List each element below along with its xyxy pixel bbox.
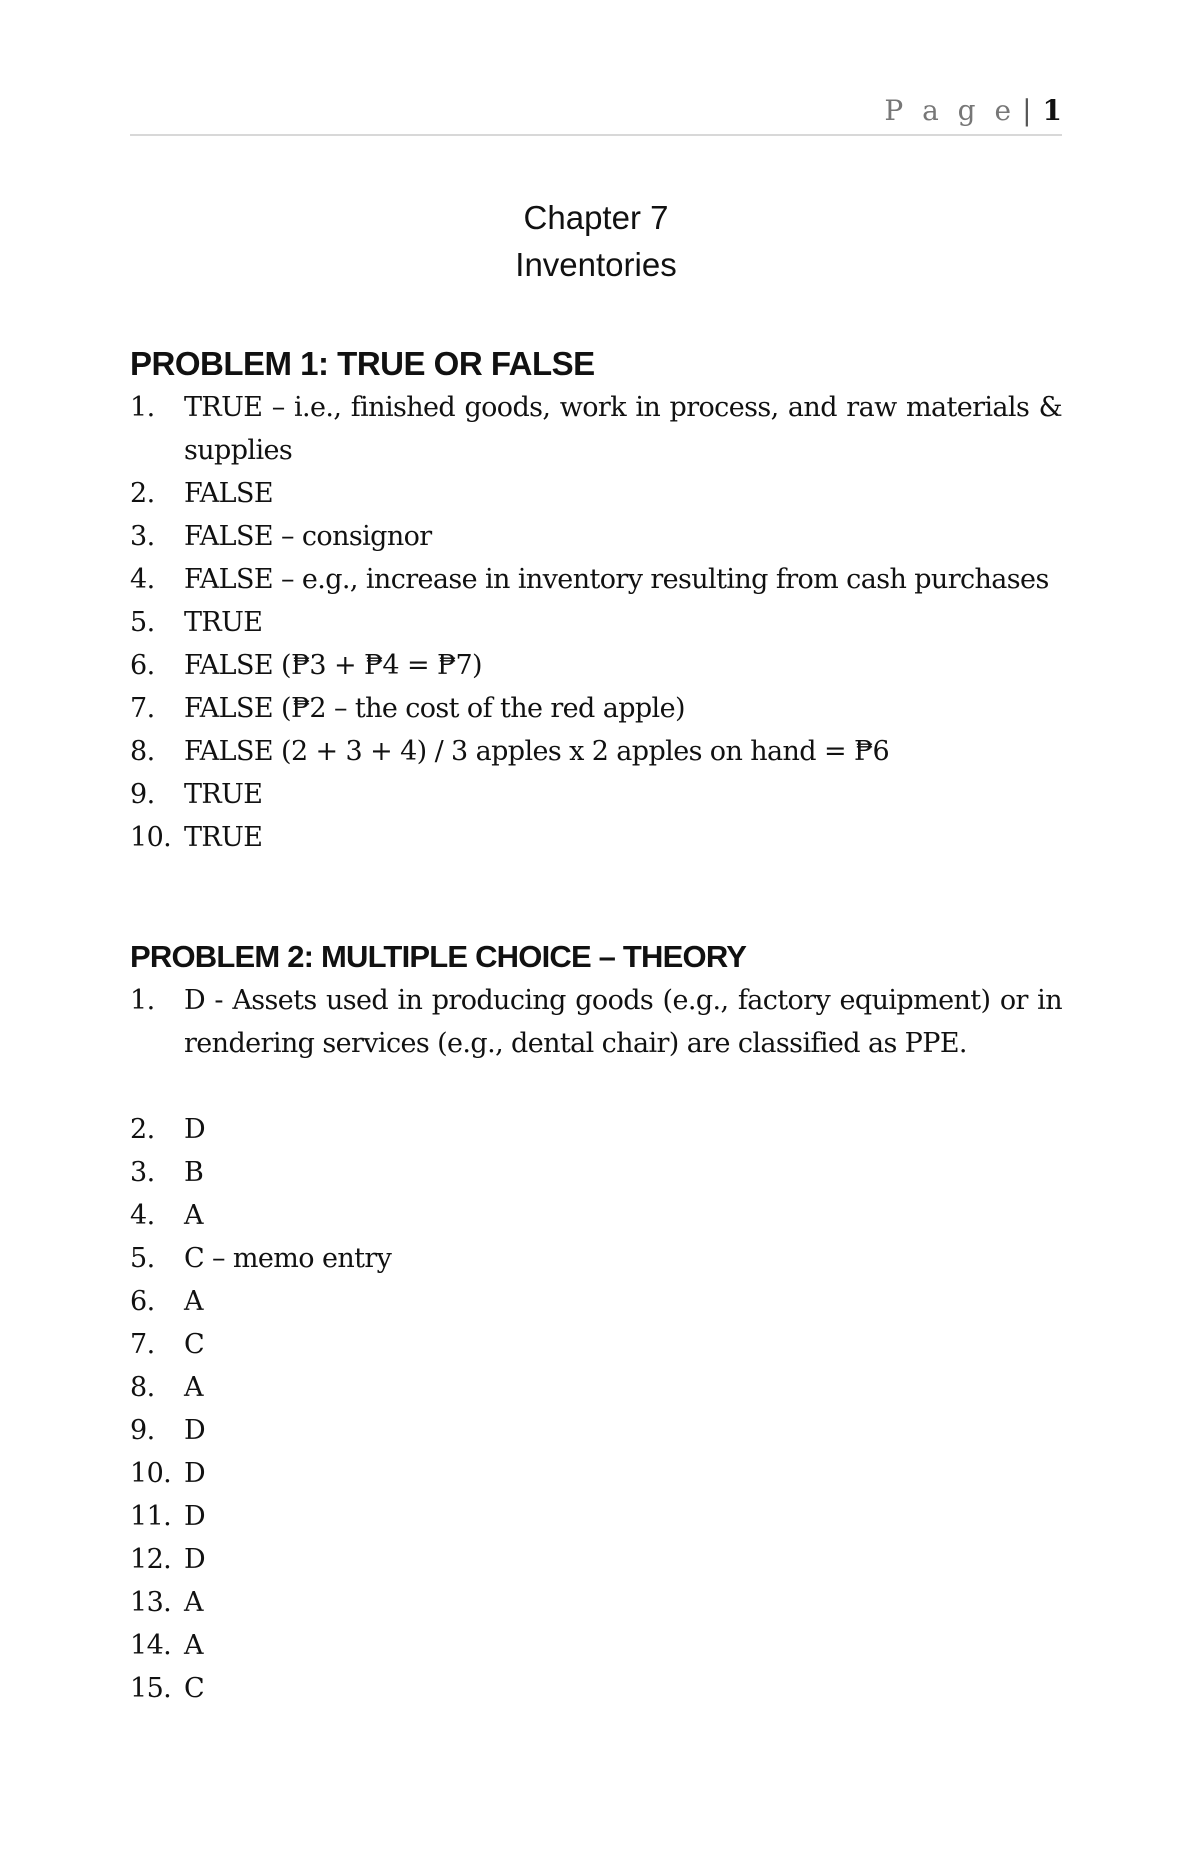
item-number: 11. [130, 1501, 172, 1532]
list-item [130, 1581, 1062, 1624]
page-number-label [884, 94, 1062, 127]
item-answer: FALSE (₱3 + ₱4 = ₱7) [184, 650, 482, 681]
item-answer: A [184, 1587, 203, 1618]
problem-1-answer-list [130, 386, 1062, 859]
item-answer: FALSE – consignor [184, 521, 432, 552]
item-answer: TRUE [184, 607, 263, 638]
page-label: P a g e [884, 94, 1017, 127]
page-header [130, 86, 1062, 136]
item-answer: FALSE [184, 478, 274, 509]
problem-2-heading: PROBLEM 2: MULTIPLE CHOICE – THEORY [130, 939, 747, 974]
item-number: 2. [130, 478, 155, 509]
list-item [130, 1624, 1062, 1667]
problem-2-section [130, 935, 1062, 1710]
list-item [130, 1194, 1062, 1237]
list-item [130, 1538, 1062, 1581]
item-answer: B [184, 1157, 204, 1188]
item-number: 6. [130, 650, 155, 681]
item-number: 3. [130, 1157, 155, 1188]
page-number: 1 [1042, 94, 1062, 127]
item-number: 4. [130, 1200, 155, 1231]
item-number: 12. [130, 1544, 172, 1575]
list-item [130, 1495, 1062, 1538]
chapter-title-block [130, 194, 1062, 288]
item-number: 1. [130, 392, 155, 423]
item-number: 7. [130, 693, 155, 724]
list-item [130, 773, 1062, 816]
item-number: 5. [130, 1243, 155, 1274]
item-number: 9. [130, 1415, 155, 1446]
item-answer: A [184, 1630, 203, 1661]
item-answer: FALSE (₱2 – the cost of the red apple) [184, 693, 685, 724]
item-answer: A [184, 1286, 203, 1317]
list-item [130, 386, 1062, 472]
list-item [130, 816, 1062, 859]
item-answer: FALSE – e.g., increase in inventory resulting from cash purchases [184, 564, 1049, 595]
item-answer: TRUE [184, 779, 263, 810]
item-answer: C [184, 1329, 205, 1360]
problem-1-section [130, 342, 1062, 859]
item-number: 7. [130, 1329, 155, 1360]
chapter-subject: Inventories [515, 246, 677, 283]
item-answer: D [184, 1501, 206, 1532]
list-item [130, 1667, 1062, 1710]
item-number: 8. [130, 736, 155, 767]
list-item [130, 515, 1062, 558]
item-answer: A [184, 1200, 203, 1231]
item-number: 14. [130, 1630, 172, 1661]
item-answer: FALSE (2 + 3 + 4) / 3 apples x 2 apples on hand = ₱6 [184, 736, 890, 767]
item-number: 8. [130, 1372, 155, 1403]
list-item [130, 1108, 1062, 1151]
list-item [130, 687, 1062, 730]
item-number: 13. [130, 1587, 172, 1618]
list-item [130, 472, 1062, 515]
list-item [130, 601, 1062, 644]
problem-2-answer-list [130, 979, 1062, 1710]
item-answer: C – memo entry [184, 1243, 392, 1274]
item-number: 2. [130, 1114, 155, 1145]
item-number: 10. [130, 1458, 172, 1489]
item-answer: D [184, 1458, 206, 1489]
item-number: 3. [130, 521, 155, 552]
item-answer: D - Assets used in producing goods (e.g., factory equipment) or in rendering services (e.g., dental chair) are classified as PPE. [184, 985, 1062, 1059]
item-answer: TRUE – i.e., finished goods, work in process, and raw materials & supplies [184, 392, 1062, 466]
item-answer: D [184, 1114, 206, 1145]
item-number: 1. [130, 985, 155, 1016]
list-item [130, 1237, 1062, 1280]
item-answer: D [184, 1415, 206, 1446]
item-number: 15. [130, 1673, 172, 1704]
item-answer: C [184, 1673, 205, 1704]
list-item [130, 979, 1062, 1065]
list-item [130, 1151, 1062, 1194]
list-item [130, 644, 1062, 687]
item-number: 10. [130, 822, 172, 853]
list-item [130, 730, 1062, 773]
item-number: 6. [130, 1286, 155, 1317]
list-item [130, 1452, 1062, 1495]
page-separator: | [1022, 94, 1037, 127]
list-item [130, 558, 1062, 601]
item-number: 9. [130, 779, 155, 810]
chapter-title: Chapter 7 [523, 199, 669, 236]
item-answer: TRUE [184, 822, 263, 853]
item-answer: D [184, 1544, 206, 1575]
problem-1-heading: PROBLEM 1: TRUE OR FALSE [130, 345, 595, 382]
item-answer: A [184, 1372, 203, 1403]
list-item [130, 1366, 1062, 1409]
list-item [130, 1409, 1062, 1452]
item-number: 5. [130, 607, 155, 638]
item-number: 4. [130, 564, 155, 595]
list-item [130, 1280, 1062, 1323]
list-item [130, 1323, 1062, 1366]
